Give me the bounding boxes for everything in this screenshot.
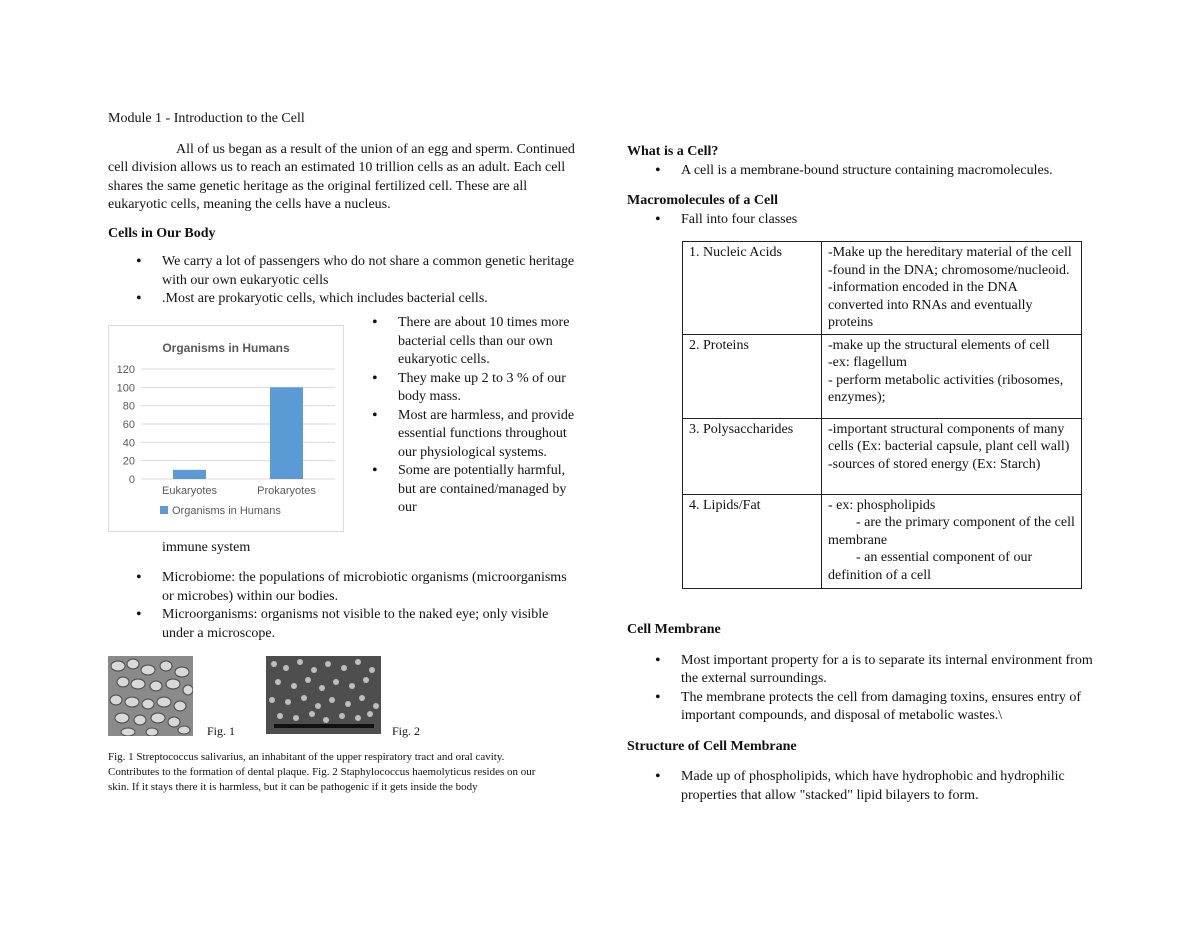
description-line: -sources of stored energy (Ex: Starch) — [828, 456, 1041, 472]
description-line: -make up the structural elements of cell — [828, 337, 1050, 353]
list-item: • There are about 10 times more bacterial cells than our own eukaryotic cells. — [344, 314, 576, 370]
table-row — [683, 494, 1082, 588]
list-item: • Microbiome: the populations of microbiotic organisms (microorganisms or microbes) within our bodies. — [108, 569, 578, 606]
y-tick-label: 40 — [122, 437, 135, 450]
figure-caption: Fig. 1 Streptococcus salivarius, an inhabitant of the upper respiratory tract and oral cavity. Contributes to the formation of dental plaque. Fig. 2 Staphylococcus haemolyticus resides on our skin. If it stays there it is harmless, but it can be pathogenic if it gets inside the body — [108, 751, 536, 793]
streptococcus-image — [108, 656, 193, 736]
molecule-description-cell — [822, 334, 1082, 418]
list-item: • .Most are prokaryotic cells, which includes bacterial cells. — [108, 290, 578, 309]
y-tick-label: 100 — [116, 382, 135, 395]
macromolecules-heading: Macromolecules of a Cell — [627, 193, 778, 208]
x-tick-label: Eukaryotes — [161, 485, 218, 497]
list-item: • The membrane protects the cell from damaging toxins, ensures entry of important compounds, and disposal of metabolic wastes.\ — [627, 689, 1097, 726]
list-item: • Most important property for a is to separate its internal environment from the external surroundings. — [627, 652, 1097, 689]
molecule-description-cell — [822, 418, 1082, 494]
description-line: -ex: flagellum — [828, 355, 907, 370]
molecule-description-cell — [822, 494, 1082, 588]
bar — [173, 470, 206, 479]
macromolecules-table — [682, 241, 1082, 589]
list-item: • A cell is a membrane-bound structure containing macromolecules. — [627, 162, 1097, 181]
y-tick-label: 120 — [116, 364, 135, 376]
list-item: • Some are potentially harmful, but are contained/managed by our — [344, 462, 576, 518]
table-row — [683, 334, 1082, 418]
side-bullets — [344, 314, 576, 518]
bottom-bullets — [108, 569, 578, 643]
description-line: -Make up the hereditary material of the cell -found in the DNA; chromosome/nucleoid. -information encoded in the DNA converted into RNAs and eventually proteins — [828, 245, 1076, 330]
molecule-description-cell — [822, 242, 1082, 335]
right-column — [627, 143, 1097, 229]
legend-label: Organisms in Humans — [172, 505, 281, 517]
description-line: - an essential component of our definition of a cell — [828, 550, 1036, 583]
page-title: Module 1 - Introduction to the Cell — [108, 111, 305, 126]
list-item: • We carry a lot of passengers who do not share a common genetic heritage with our own eukaryotic cells — [108, 253, 578, 290]
molecule-name-cell: 2. Proteins — [683, 334, 822, 418]
y-tick-label: 20 — [122, 455, 135, 468]
membrane-bullets — [627, 652, 1097, 726]
cell-membrane-heading: Cell Membrane — [627, 622, 721, 637]
cells-in-body-heading: Cells in Our Body — [108, 225, 216, 241]
molecule-name-cell: 4. Lipids/Fat — [683, 494, 822, 588]
list-item: • Most are harmless, and provide essential functions throughout our physiological systems. — [344, 407, 576, 463]
figure-2-micrograph — [266, 656, 381, 734]
y-tick-label: 0 — [128, 474, 135, 486]
legend-swatch — [160, 506, 168, 514]
structure-bullets — [627, 768, 1097, 805]
bar-chart-svg — [109, 326, 343, 531]
what-is-cell-heading: What is a Cell? — [627, 144, 719, 159]
description-line: - ex: phospholipids — [828, 497, 936, 513]
list-item: • Made up of phospholipids, which have hydrophobic and hydrophilic properties that allow "stacked" lipid bilayers to form. — [627, 768, 1097, 805]
molecule-name-cell: 1. Nucleic Acids — [683, 242, 822, 335]
structure-heading: Structure of Cell Membrane — [627, 738, 797, 754]
fig-1-label: Fig. 1 — [207, 724, 236, 738]
staphylococcus-image — [266, 656, 381, 734]
description-line: - perform metabolic activities (ribosomes, enzymes); — [828, 372, 1067, 405]
organisms-chart — [108, 325, 344, 532]
what-bullets — [627, 162, 1097, 181]
list-item: • Microorganisms: organisms not visible to the naked eye; only visible under a microscope. — [108, 606, 578, 643]
table-row — [683, 242, 1082, 335]
description-line: -important structural components of many cells (Ex: bacterial capsule, plant cell wall) — [828, 421, 1070, 454]
top-bullet-list — [108, 253, 578, 309]
left-column — [108, 110, 578, 309]
y-tick-label: 80 — [122, 400, 135, 413]
chart-title: Organisms in Humans — [162, 341, 290, 355]
figure-1-micrograph — [108, 656, 193, 736]
table-row — [683, 418, 1082, 494]
list-item: • They make up 2 to 3 % of our body mass. — [344, 370, 576, 407]
bar — [270, 387, 303, 479]
description-line: - are the primary component of the cell membrane — [828, 515, 1079, 548]
molecule-name-cell: 3. Polysaccharides — [683, 418, 822, 494]
cell-membrane-section — [627, 621, 1097, 805]
intro-paragraph: All of us began as a result of the union of an egg and sperm. Continued cell division allows us to reach an estimated 10 trillion cells as an adult. Each cell shares the same genetic heritage as the original fertilized cell. These are all eukaryotic cells, meaning the cells have a nucleus. — [108, 141, 575, 212]
list-item: • Fall into four classes — [627, 211, 1097, 230]
macro-bullets — [627, 211, 1097, 230]
y-tick-label: 60 — [122, 419, 135, 431]
x-tick-label: Prokaryotes — [257, 485, 316, 497]
bullet-continuation: immune system — [162, 540, 251, 555]
fig-2-label: Fig. 2 — [392, 724, 421, 738]
